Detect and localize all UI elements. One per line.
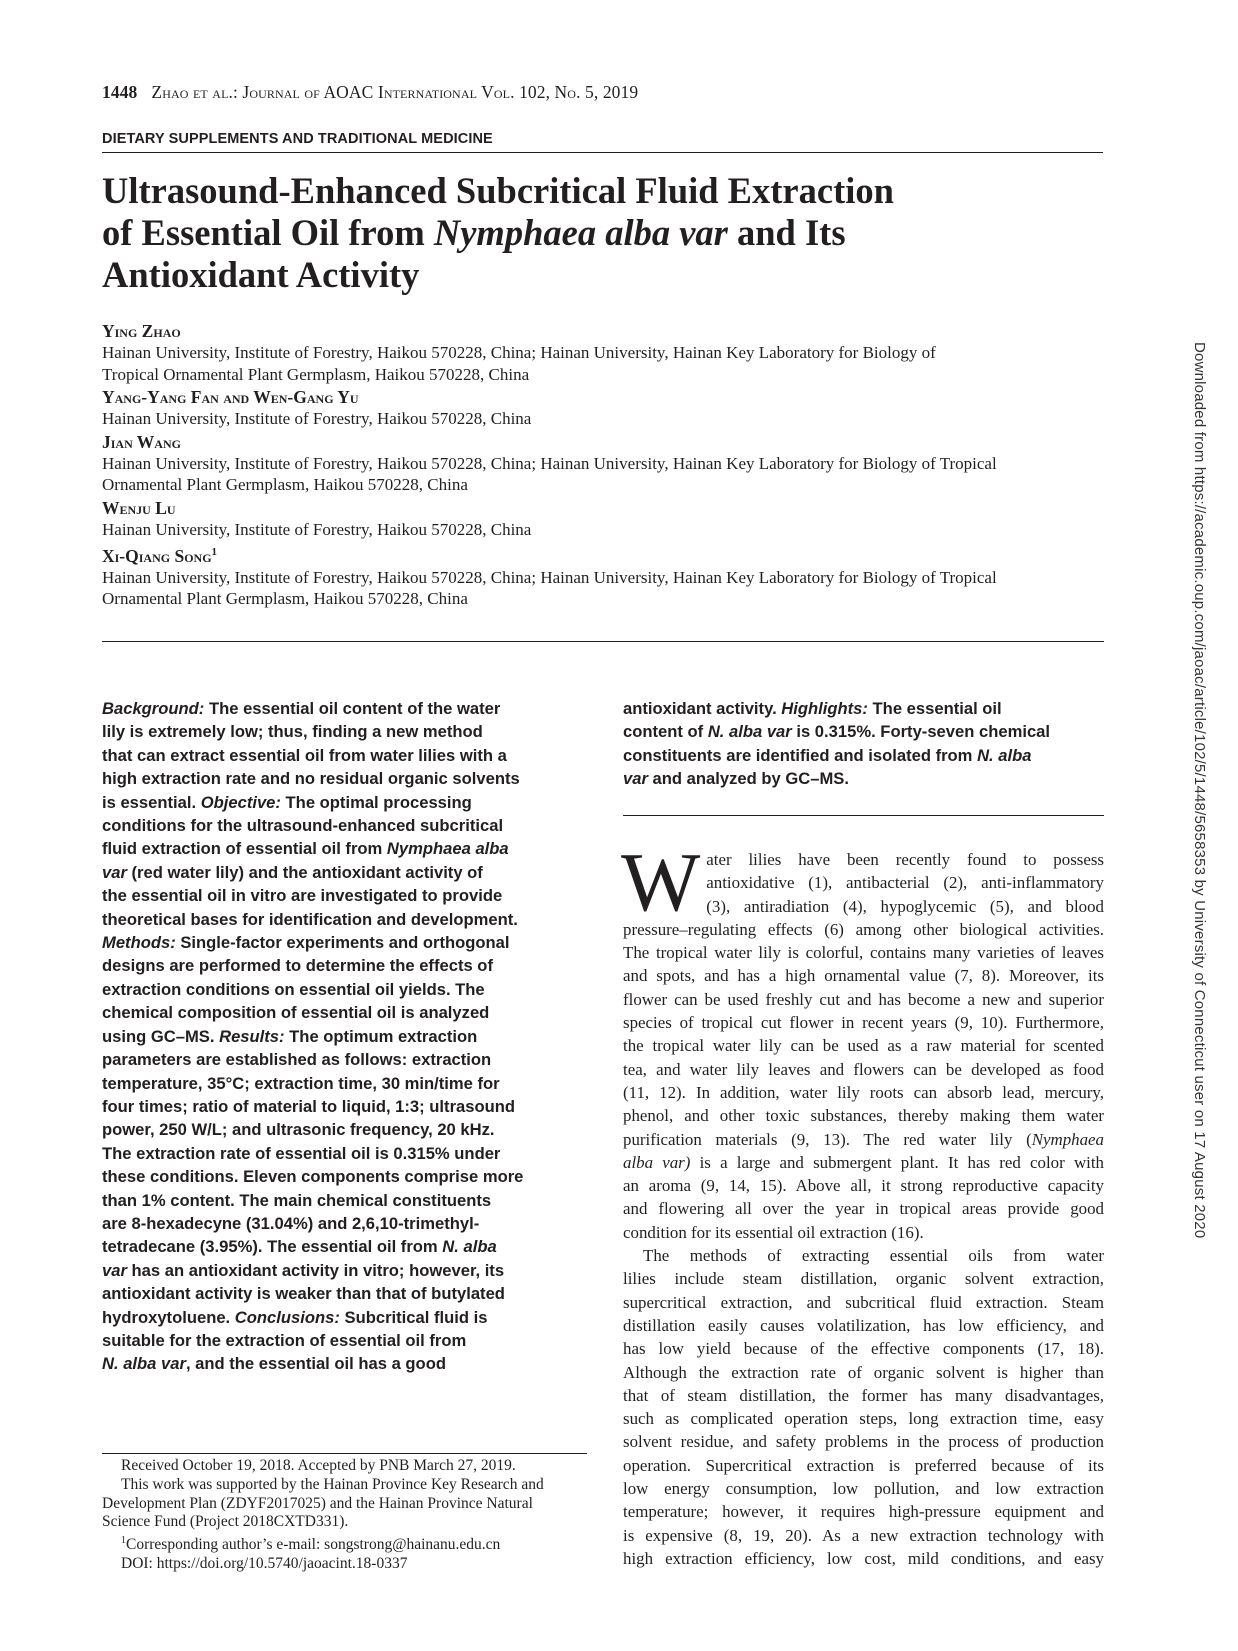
- body-line: antioxidative (1), antibacterial (2), anti-inflammatory: [706, 873, 1104, 893]
- author-name: Jian Wang: [102, 431, 181, 452]
- abstract-column-right: [623, 697, 1105, 791]
- body-line-text: purification materials (9, 13). The red water lily (: [623, 1129, 1032, 1149]
- corresponding-mark: 1: [211, 546, 218, 558]
- author-name-corresponding: [102, 542, 1107, 567]
- abstract-line: tetradecane (3.95%). The essential oil from: [102, 1237, 443, 1257]
- drop-cap: W: [621, 836, 701, 929]
- abstract-species: var: [623, 769, 648, 789]
- abstract-line: temperature, 35°C; extraction time, 30 min/time for: [102, 1073, 500, 1093]
- author-affiliation: [102, 567, 1107, 610]
- body-line: is expensive (8, 19, 20). As a new extraction technology with: [623, 1525, 1104, 1545]
- author-name: Yang-Yang Fan and Wen-Gang Yu: [102, 387, 359, 407]
- abstract-line: parameters are established as follows: extraction: [102, 1050, 492, 1070]
- body-line: condition for its essential oil extraction (16).: [623, 1222, 924, 1242]
- article-title: [102, 170, 1062, 296]
- body-line: low energy consumption, low pollution, and low extraction: [623, 1479, 1104, 1499]
- abstract-line: Subcritical fluid is: [339, 1307, 488, 1327]
- abstract-line: hydroxytoluene.: [102, 1307, 235, 1327]
- abstract-line: than 1% content. The main chemical constituents: [102, 1190, 492, 1210]
- body-line: has low yield because of the effective components (17, 18).: [623, 1339, 1104, 1359]
- body-line: flower can be used freshly cut and has become a new and superior: [623, 989, 1104, 1009]
- funding-note: This work was supported by the Hainan Province Key Research and: [121, 1475, 544, 1493]
- body-line: (3), antiradiation (4), hypoglycemic (5), and blood: [706, 896, 1104, 916]
- author-name-text: Xi-Qiang Song: [102, 545, 212, 566]
- abstract-line: antioxidant activity is weaker than that of butylated: [102, 1284, 505, 1304]
- abstract-line: suitable for the extraction of essential oil from: [102, 1330, 467, 1350]
- body-line: pressure–regulating effects (6) among other biological activities.: [623, 919, 1104, 939]
- body-line: such as complicated operation steps, long extraction time, easy: [623, 1409, 1104, 1429]
- abstract-label-results: Results:: [219, 1026, 285, 1046]
- body-line: and flowering all over the year in tropical areas provide good: [623, 1199, 1104, 1219]
- body-line: The tropical water lily is colorful, contains many varieties of leaves: [623, 943, 1104, 963]
- abstract-line: constituents are identified and isolated from: [623, 745, 978, 765]
- body-line: (11, 12). In addition, water lily roots can absorb lead, mercury,: [623, 1082, 1104, 1102]
- abstract-line: are 8-hexadecyne (31.04%) and 2,6,10-trimethyl-: [102, 1213, 480, 1233]
- body-line: phenol, and other toxic substances, thereby making them water: [623, 1106, 1104, 1126]
- body-line: lilies include steam distillation, organic solvent extraction,: [623, 1269, 1104, 1289]
- abstract-line: The optimal processing: [280, 792, 472, 812]
- author-list: [102, 321, 1107, 612]
- body-line: an aroma (9, 14, 15). Above all, it strong reproductive capacity: [623, 1176, 1104, 1196]
- page-number: 1448: [102, 82, 138, 102]
- footnotes: [102, 1457, 597, 1574]
- title-line-2-end: and Its: [727, 212, 846, 253]
- body-species: Nymphaea: [1031, 1129, 1104, 1149]
- abstract-line: The optimum extraction: [284, 1026, 478, 1046]
- abstract-label-conclusions: Conclusions:: [234, 1307, 340, 1327]
- body-line: tea, and water lily leaves and flowers can be developed as food: [623, 1059, 1104, 1079]
- title-line-1: Ultrasound-Enhanced Subcritical Fluid Extraction: [102, 170, 894, 211]
- abstract-line: is essential.: [102, 792, 201, 812]
- body-line: [623, 1128, 1104, 1151]
- abstract-species: var: [102, 1260, 127, 1280]
- abstract-species: N. alba: [442, 1237, 497, 1257]
- affiliation-line: Ornamental Plant Germplasm, Haikou 570228, China: [102, 475, 468, 494]
- affiliation-line: Hainan University, Institute of Forestry, Haikou 570228, China; Hainan University, Hainan Key Laboratory for Biology of: [102, 343, 936, 362]
- header-rule: [102, 641, 1104, 642]
- abstract-species: var: [102, 862, 127, 882]
- funding-note: Science Fund (Project 2018CXTD331).: [102, 1513, 349, 1531]
- abstract-species: N. alba: [977, 745, 1032, 765]
- abstract-line: (red water lily) and the antioxidant activity of: [126, 862, 483, 882]
- affiliation-line: Hainan University, Institute of Forestry, Haikou 570228, China: [102, 409, 532, 428]
- section-rule: [102, 152, 1103, 153]
- body-line-text: is a large and submergent plant. It has red color with: [690, 1152, 1104, 1172]
- abstract-line: the essential oil in vitro are investigated to provide: [102, 886, 503, 906]
- funding-note: Development Plan (ZDYF2017025) and the Hainan Province Natural: [102, 1494, 533, 1512]
- abstract-line: is 0.315%. Forty-seven chemical: [791, 722, 1051, 742]
- body-line: that of steam distillation, the former has many disadvantages,: [623, 1385, 1104, 1405]
- doi-note: DOI: https://doi.org/10.5740/jaoacint.18-0337: [121, 1555, 408, 1573]
- journal-citation: Zhao et al.: Journal of AOAC International Vol. 102, No. 5, 2019: [151, 82, 639, 102]
- title-line-3: Antioxidant Activity: [102, 254, 420, 295]
- affiliation-line: Hainan University, Institute of Forestry, Haikou 570228, China; Hainan University, Hainan Key Laboratory for Biology of Tropical: [102, 567, 997, 587]
- abstract-column-left: [102, 697, 595, 1376]
- abstract-line: designs are performed to determine the effects of: [102, 956, 493, 976]
- section-label: DIETARY SUPPLEMENTS AND TRADITIONAL MEDICINE: [102, 131, 493, 147]
- download-watermark: Downloaded from https://academic.oup.com/jaoac/article/102/5/1448/5658353 by University of Connecticut user on 17 August 2020: [1191, 342, 1208, 1239]
- abstract-line: conditions for the ultrasound-enhanced subcritical: [102, 816, 504, 836]
- abstract-line: and analyzed by GC–MS.: [647, 769, 849, 789]
- corresponding-email: Corresponding author’s e-mail: songstrong@hainanu.edu.cn: [126, 1536, 501, 1554]
- body-line: distillation easily causes volatilization, has low efficiency, and: [623, 1315, 1104, 1335]
- abstract-line: these conditions. Eleven components comprise more: [102, 1167, 524, 1187]
- abstract-species: N. alba var: [707, 722, 792, 742]
- body-line: ater lilies have been recently found to possess: [706, 850, 1104, 869]
- author-name: Ying Zhao: [102, 321, 181, 341]
- abstract-line: The essential oil: [867, 699, 1002, 718]
- body-text: [621, 836, 1104, 1570]
- abstract-label-background: Background:: [102, 699, 205, 718]
- body-line: the tropical water lily can be used as a raw material for scented: [623, 1036, 1104, 1056]
- author-name: Wenju Lu: [102, 497, 176, 518]
- abstract-line: lily is extremely low; thus, finding a new method: [102, 722, 483, 742]
- body-line: Although the extraction rate of organic solvent is higher than: [623, 1362, 1104, 1382]
- author-affiliation: [102, 519, 1107, 541]
- corresponding-mark: 1: [121, 1535, 126, 1547]
- abstract-line: using GC–MS.: [102, 1026, 220, 1046]
- abstract-line: high extraction rate and no residual organic solvents: [102, 769, 520, 789]
- body-line: [623, 1151, 1104, 1174]
- abstract-label-methods: Methods:: [102, 933, 176, 953]
- affiliation-line: Ornamental Plant Germplasm, Haikou 570228, China: [102, 589, 468, 609]
- body-line: and spots, and has a high ornamental value (7, 8). Moreover, its: [623, 966, 1104, 986]
- body-line: supercritical extraction, and subcritical fluid extraction. Steam: [623, 1292, 1104, 1312]
- abstract-line: The extraction rate of essential oil is 0.315% under: [102, 1143, 501, 1163]
- abstract-line: content of: [623, 722, 708, 742]
- body-line: The methods of extracting essential oils from water: [643, 1246, 1104, 1266]
- abstract-line: that can extract essential oil from water lilies with a: [102, 745, 507, 765]
- body-line: operation. Supercritical extraction is preferred because of its: [623, 1455, 1104, 1475]
- abstract-label-highlights: Highlights:: [781, 699, 868, 718]
- abstract-end-rule: [623, 815, 1104, 816]
- affiliation-line: Hainan University, Institute of Forestry, Haikou 570228, China; Hainan University, Hainan Key Laboratory for Biology of Tropical: [102, 453, 997, 473]
- title-line-2: of Essential Oil from: [102, 212, 434, 253]
- running-head: [102, 82, 638, 103]
- author-affiliation: [102, 453, 1107, 496]
- received-note: Received October 19, 2018. Accepted by PNB March 27, 2019.: [121, 1457, 516, 1474]
- title-species: Nymphaea alba var: [433, 212, 728, 253]
- abstract-species: N. alba var: [102, 1354, 186, 1374]
- abstract-line: has an antioxidant activity in vitro; however, its: [126, 1260, 505, 1280]
- abstract-line: fluid extraction of essential oil from: [102, 839, 387, 859]
- body-line: solvent residue, and safety problems in the process of production: [623, 1432, 1104, 1452]
- abstract-line: , and the essential oil has a good: [185, 1354, 446, 1374]
- footnote-rule: [102, 1453, 587, 1454]
- body-species: alba var): [623, 1152, 691, 1172]
- corresponding-note: [102, 1532, 597, 1555]
- affiliation-line: Hainan University, Institute of Forestry, Haikou 570228, China: [102, 519, 532, 539]
- body-line: temperature; however, it requires high-pressure equipment and: [623, 1502, 1104, 1522]
- author-affiliation: [102, 342, 1107, 385]
- abstract-line: extraction conditions on essential oil yields. The: [102, 979, 485, 999]
- abstract-line: antioxidant activity.: [623, 699, 782, 718]
- body-line: species of tropical cut flower in recent years (9, 10). Furthermore,: [623, 1013, 1104, 1033]
- abstract-line: power, 250 W/L; and ultrasonic frequency, 20 kHz.: [102, 1120, 495, 1140]
- abstract-line: chemical composition of essential oil is analyzed: [102, 1003, 490, 1023]
- abstract-species: Nymphaea alba: [386, 839, 509, 859]
- abstract-line: The essential oil content of the water: [204, 699, 501, 718]
- body-line: high extraction efficiency, low cost, mild conditions, and easy: [623, 1548, 1104, 1568]
- abstract-line: theoretical bases for identification and development.: [102, 909, 518, 929]
- abstract-label-objective: Objective:: [200, 792, 281, 812]
- abstract-line: Single-factor experiments and orthogonal: [175, 933, 510, 953]
- affiliation-line: Tropical Ornamental Plant Germplasm, Haikou 570228, China: [102, 364, 530, 384]
- author-affiliation: [102, 408, 1107, 430]
- abstract-line: four times; ratio of material to liquid, 1:3; ultrasound: [102, 1096, 516, 1116]
